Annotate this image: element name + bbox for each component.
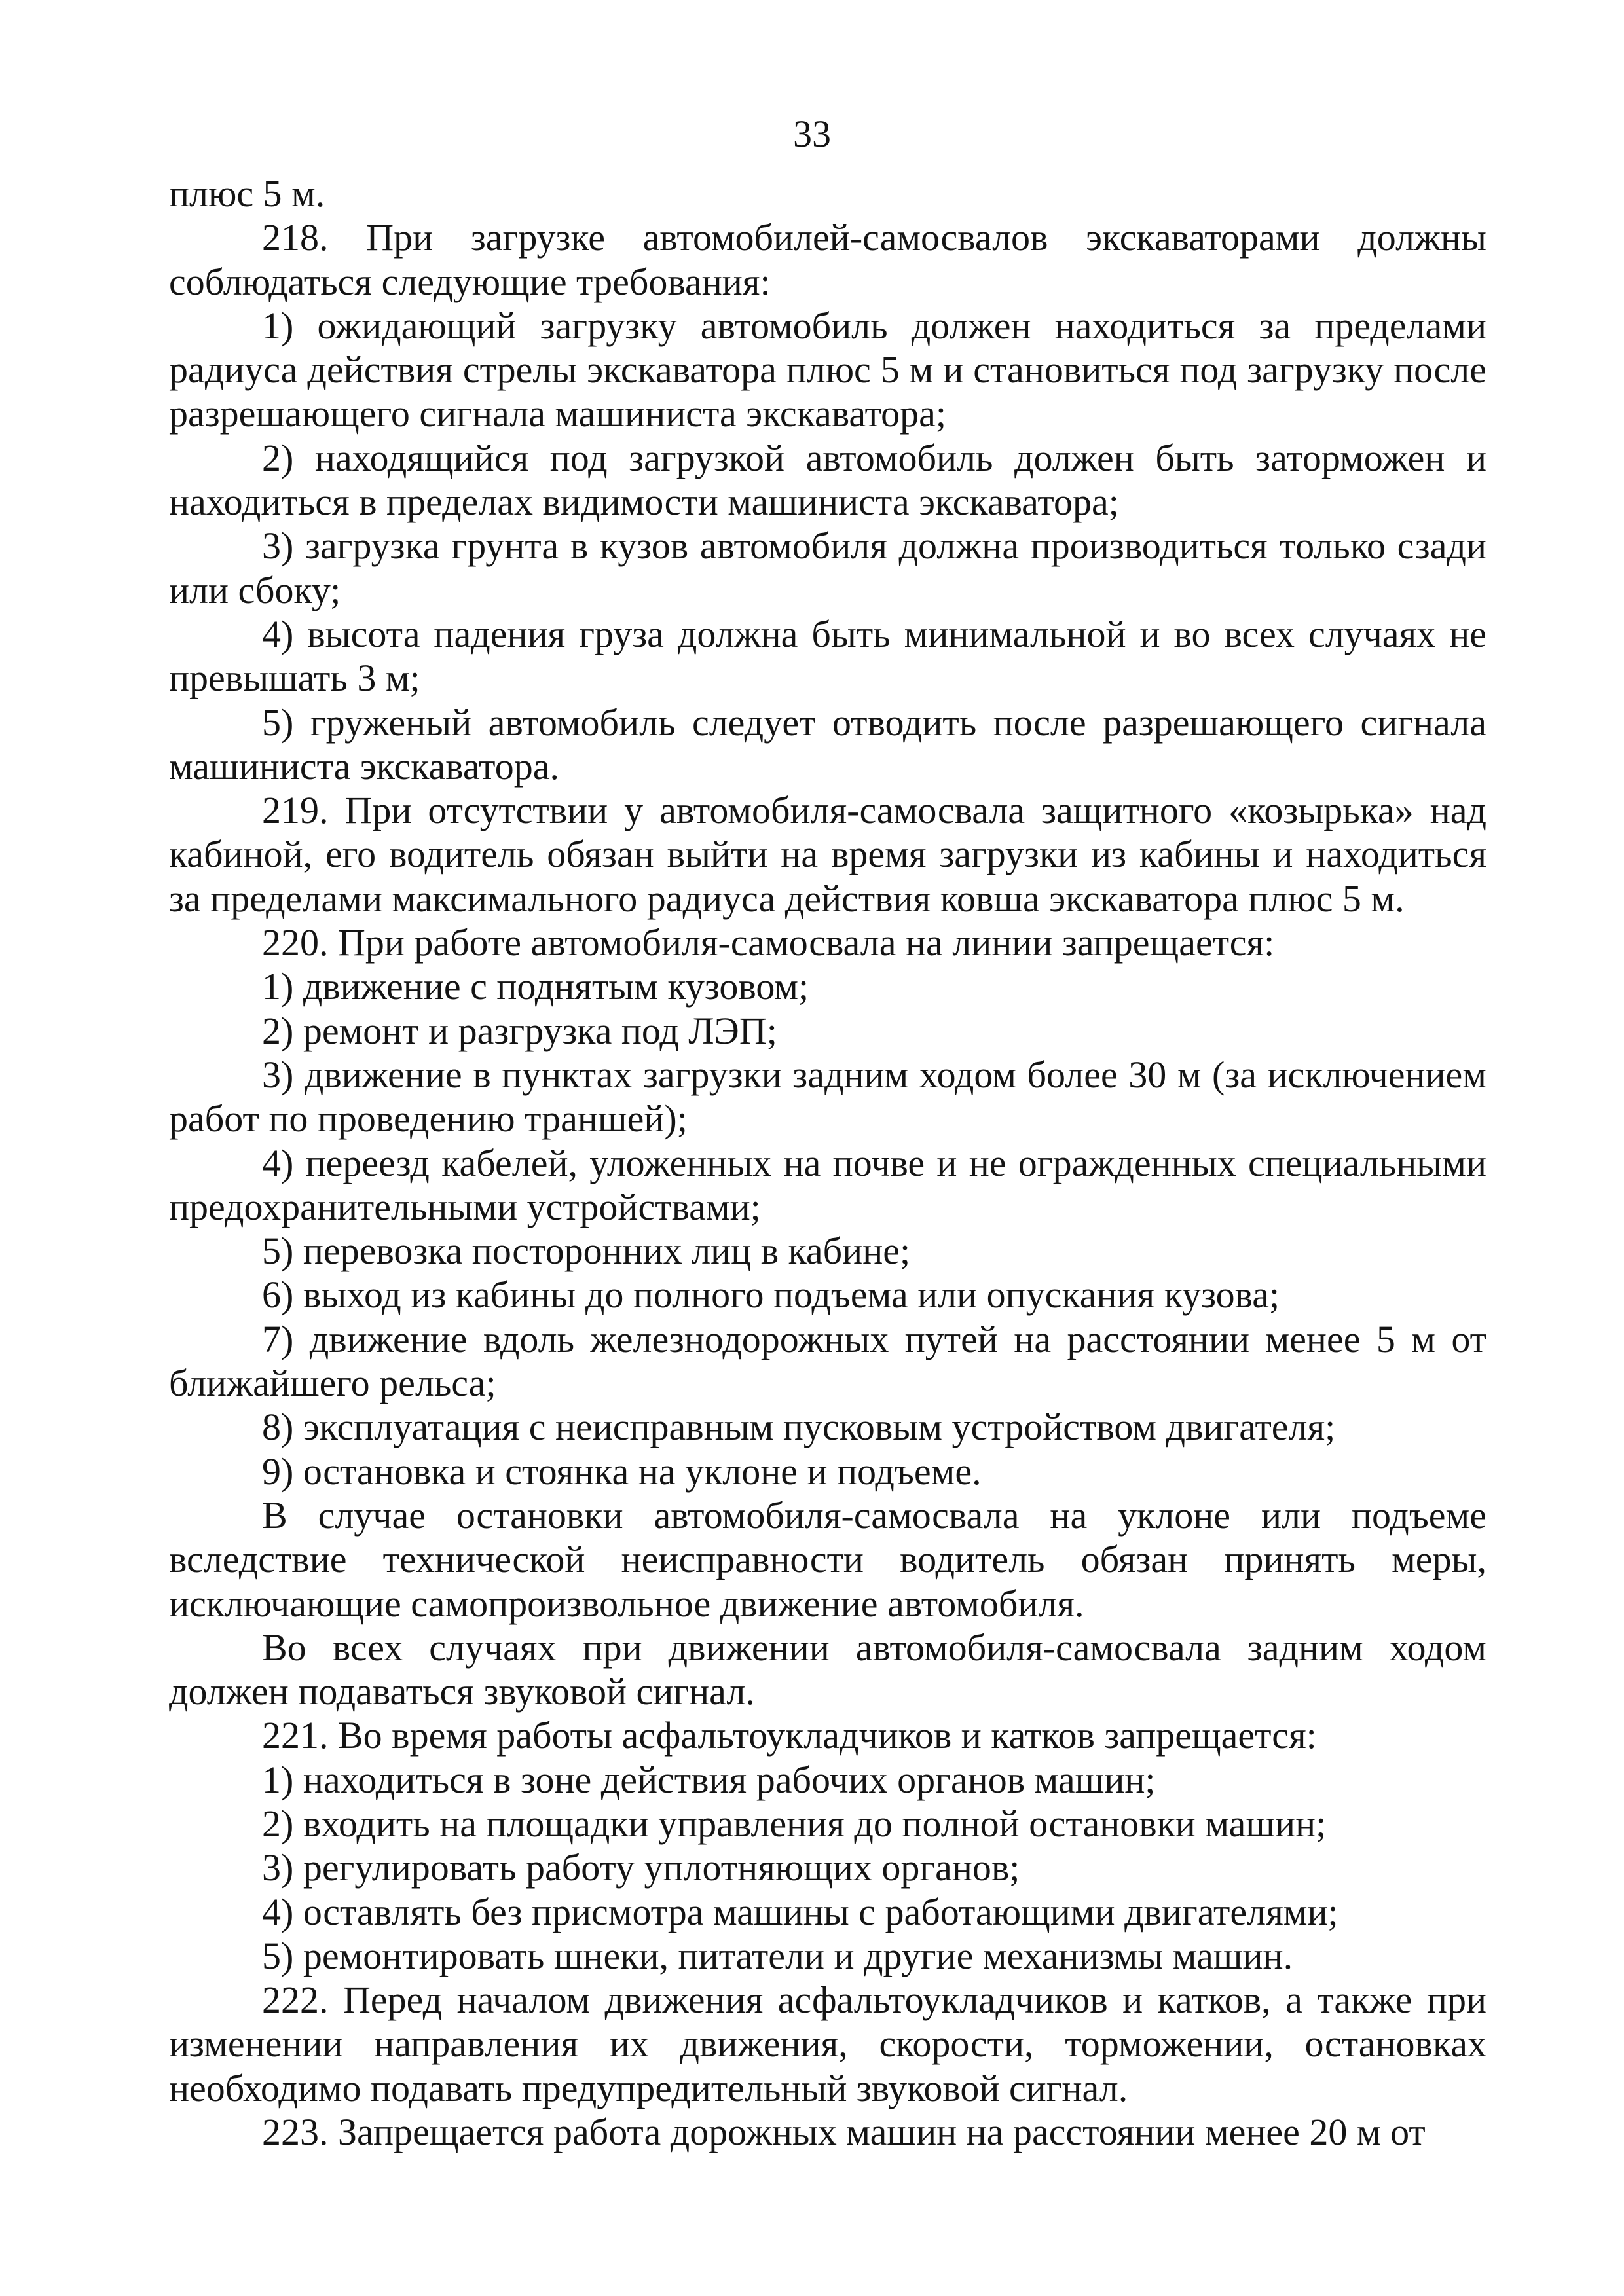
clause-221-item-1: 1) находиться в зоне действия рабочих органов машин; xyxy=(262,1758,1156,1801)
clause-218-item-2: 2) находящийся под загрузкой автомобиль должен быть заторможен и находиться в пределах видимости машиниста экскаватора; xyxy=(169,436,1486,524)
clause-221-item-5: 5) ремонтировать шнеки, питатели и другие механизмы машин. xyxy=(262,1934,1293,1977)
clause-218-item-5: 5) груженый автомобиль следует отводить после разрешающего сигнала машиниста экскаватора. xyxy=(169,701,1486,788)
clause-223: 223. Запрещается работа дорожных машин на расстоянии менее 20 м от xyxy=(262,2111,1426,2154)
document-body xyxy=(169,172,1486,2154)
clause-220-item-3: 3) движение в пунктах загрузки задним ходом более 30 м (за исключением работ по проведению траншей); xyxy=(169,1053,1486,1140)
clause-220-item-6: 6) выход из кабины до полного подъема или опускания кузова; xyxy=(262,1273,1280,1317)
clause-220-item-5: 5) перевозка посторонних лиц в кабине; xyxy=(262,1230,911,1273)
clause-218-item-4: 4) высота падения груза должна быть минимальной и во всех случаях не превышать 3 м; xyxy=(169,612,1486,700)
clause-219: 219. При отсутствии у автомобиля-самосвала защитного «козырька» над кабиной, его водитель обязан выйти на время загрузки из кабины и находиться за пределами максимального радиуса действия ковша экскаватора плюс 5 м. xyxy=(169,789,1486,920)
clause-221-item-2: 2) входить на площадки управления до полной остановки машин; xyxy=(262,1802,1327,1845)
clause-218: 218. При загрузке автомобилей-самосвалов экскаваторами должны соблюдаться следующие требования: xyxy=(169,216,1486,303)
clause-221-item-4: 4) оставлять без присмотра машины с работающими двигателями; xyxy=(262,1890,1338,1933)
clause-220-note-1: В случае остановки автомобиля-самосвала на уклоне или подъеме вследствие технической неисправности водитель обязан принять меры, исключающие самопроизвольное движение автомобиля. xyxy=(169,1493,1486,1625)
clause-218-item-3: 3) загрузка грунта в кузов автомобиля должна производиться только сзади или сбоку; xyxy=(169,524,1486,611)
clause-221-item-3: 3) регулировать работу уплотняющих органов; xyxy=(262,1846,1020,1889)
clause-220-item-2: 2) ремонт и разгрузка под ЛЭП; xyxy=(262,1009,777,1052)
clause-218-item-1: 1) ожидающий загрузку автомобиль должен находиться за пределами радиуса действия стрелы экскаватора плюс 5 м и становиться под загрузку после разрешающего сигнала машиниста экскаватора; xyxy=(169,304,1486,435)
clause-220: 220. При работе автомобиля-самосвала на линии запрещается: xyxy=(262,921,1275,964)
clause-221: 221. Во время работы асфальтоукладчиков и катков запрещается: xyxy=(262,1714,1317,1757)
clause-222: 222. Перед началом движения асфальтоукладчиков и катков, а также при изменении направления их движения, скорости, торможении, остановках необходимо подавать предупредительный звуковой сигнал. xyxy=(169,1978,1486,2109)
clause-220-item-7: 7) движение вдоль железнодорожных путей на расстоянии менее 5 м от ближайшего рельса; xyxy=(169,1317,1486,1405)
page-number: 33 xyxy=(793,113,831,155)
clause-220-item-4: 4) переезд кабелей, уложенных на почве и не огражденных специальными предохранительными устройствами; xyxy=(169,1141,1486,1228)
paragraph-continuation: плюс 5 м. xyxy=(169,172,325,215)
clause-220-note-2: Во всех случаях при движении автомобиля-самосвала задним ходом должен подаваться звуковой сигнал. xyxy=(169,1626,1486,1713)
clause-220-item-8: 8) эксплуатация с неисправным пусковым устройством двигателя; xyxy=(262,1406,1336,1449)
clause-220-item-9: 9) остановка и стоянка на уклоне и подъеме. xyxy=(262,1449,982,1493)
clause-220-item-1: 1) движение с поднятым кузовом; xyxy=(262,965,809,1008)
